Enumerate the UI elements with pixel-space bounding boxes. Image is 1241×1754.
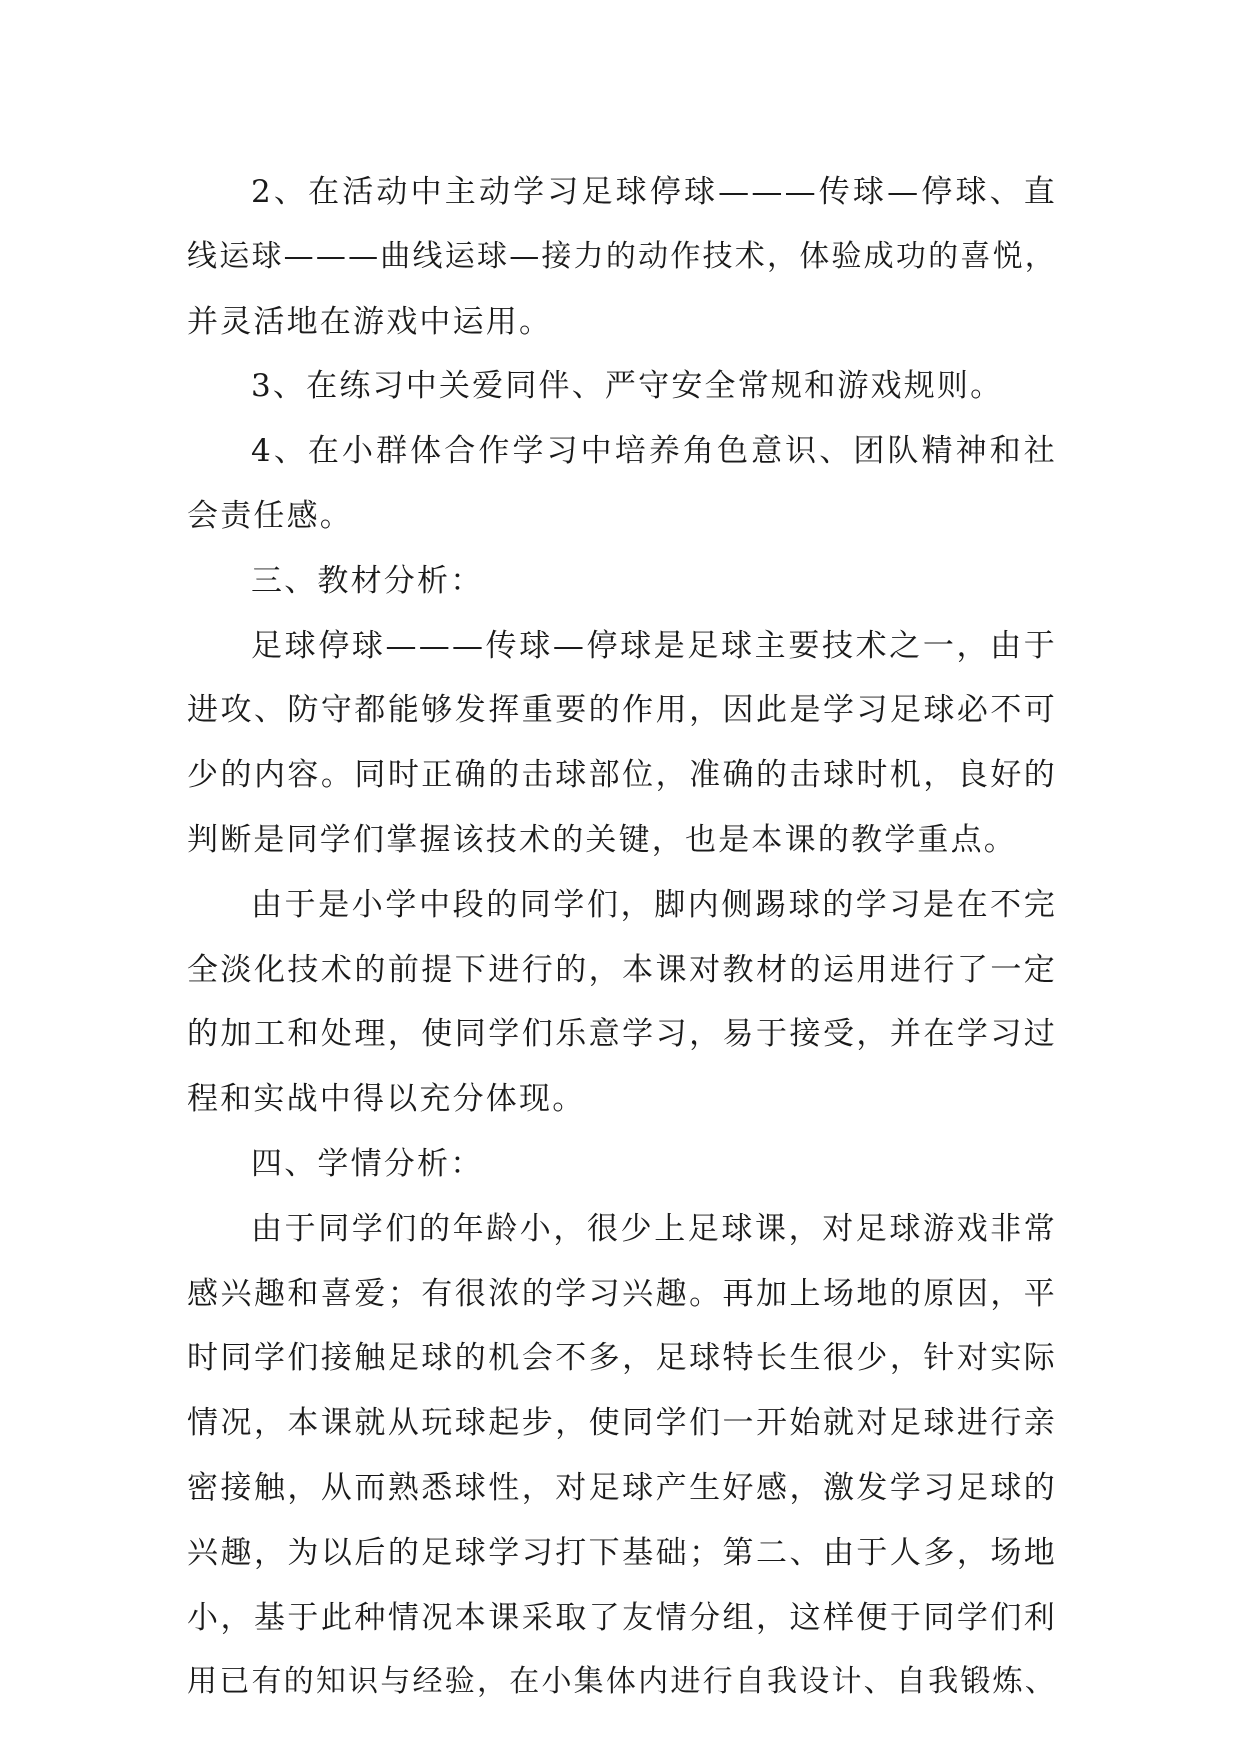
text-line: 感兴趣和喜爱；有很浓的学习兴趣。再加上场地的原因，平	[187, 1275, 1057, 1312]
text-line: 三、教材分析：	[251, 562, 484, 599]
text-line: 由于是小学中段的同学们，脚内侧踢球的学习是在不完	[251, 886, 1057, 923]
text-line: 小，基于此种情况本课采取了友情分组，这样便于同学们利	[187, 1599, 1057, 1636]
text-line: 3、在练习中关爱同伴、严守安全常规和游戏规则。	[251, 368, 1004, 405]
text-line: 2、在活动中主动学习足球停球———传球—停球、直	[251, 174, 1057, 210]
text-line: 的加工和处理，使同学们乐意学习，易于接受，并在学习过	[187, 1016, 1057, 1053]
text-line: 4、在小群体合作学习中培养角色意识、团队精神和社	[251, 433, 1057, 470]
text-line: 密接触，从而熟悉球性，对足球产生好感，激发学习足球的	[187, 1469, 1057, 1506]
text-line: 时同学们接触足球的机会不多，足球特长生很少，针对实际	[187, 1340, 1057, 1377]
text-line: 程和实战中得以充分体现。	[187, 1081, 586, 1118]
document-body	[187, 160, 1057, 1715]
text-line: 由于同学们的年龄小，很少上足球课，对足球游戏非常	[251, 1210, 1057, 1247]
text-line: 判断是同学们掌握该技术的关键，也是本课的教学重点。	[187, 821, 1017, 858]
text-line: 全淡化技术的前提下进行的，本课对教材的运用进行了一定	[187, 951, 1057, 988]
text-line: 兴趣，为以后的足球学习打下基础；第二、由于人多，场地	[187, 1534, 1057, 1571]
text-line: 四、学情分析：	[251, 1145, 484, 1182]
text-line: 并灵活地在游戏中运用。	[187, 303, 553, 340]
text-line: 用已有的知识与经验，在小集体内进行自我设计、自我锻炼、	[187, 1664, 1057, 1700]
text-line: 足球停球———传球—停球是足球主要技术之一，由于	[251, 627, 1057, 664]
text-line: 线运球———曲线运球—接力的动作技术，体验成功的喜悦，	[187, 238, 1057, 274]
text-line: 会责任感。	[187, 497, 353, 534]
text-line: 少的内容。同时正确的击球部位，准确的击球时机，良好的	[187, 757, 1057, 794]
text-line: 进攻、防守都能够发挥重要的作用，因此是学习足球必不可	[187, 692, 1057, 729]
text-line: 情况，本课就从玩球起步，使同学们一开始就对足球进行亲	[187, 1405, 1057, 1442]
